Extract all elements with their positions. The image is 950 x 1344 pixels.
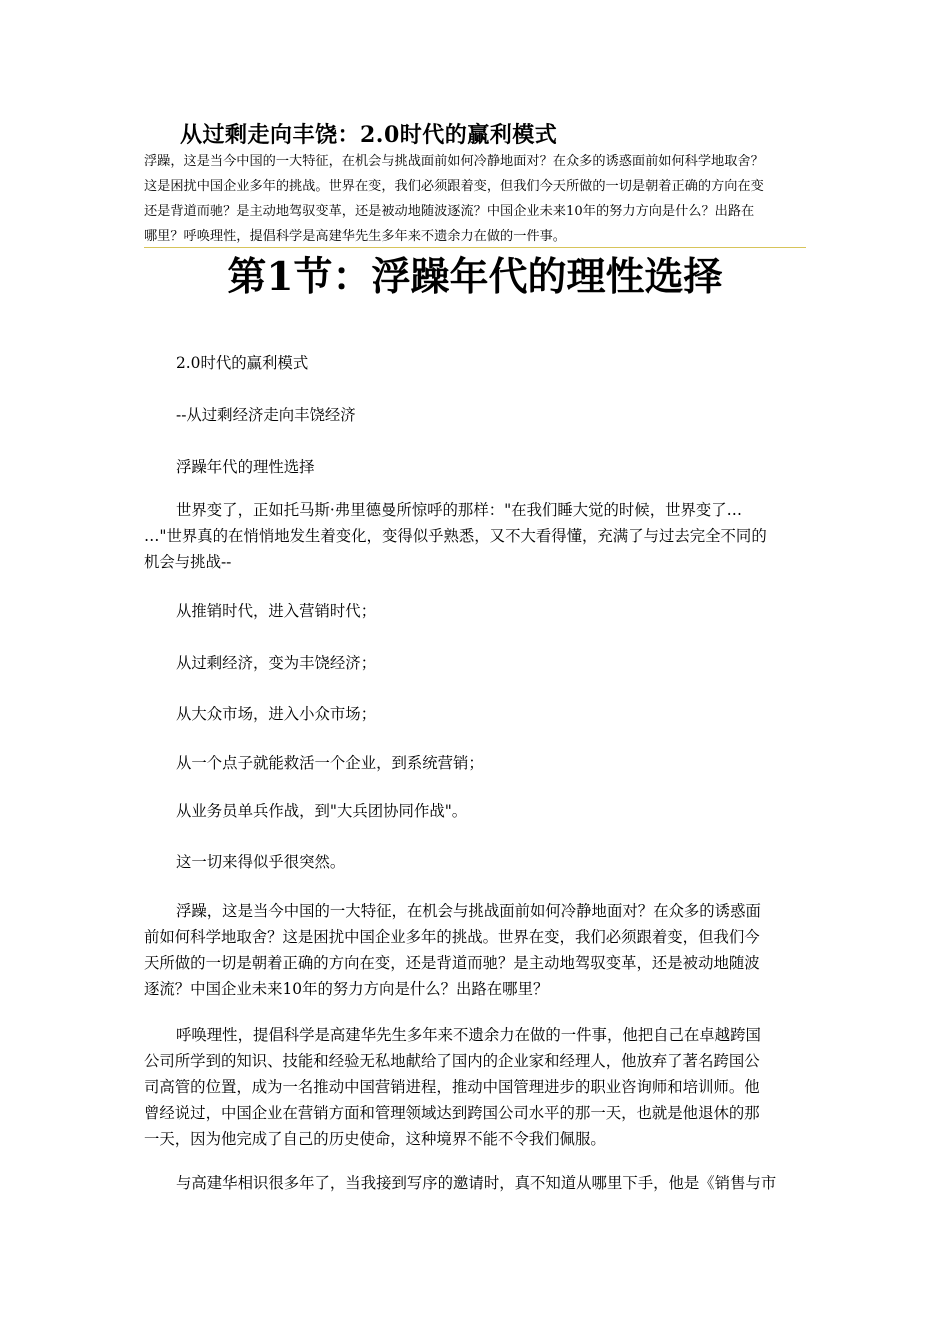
paragraph-line: 司高管的位置，成为一名推动中国营销进程，推动中国管理进步的职业咨询师和培训师。他 [144, 1078, 760, 1096]
paragraph-line: 从业务员单兵作战，到"大兵团协同作战"。 [176, 802, 468, 820]
paragraph [144, 898, 810, 1002]
paragraph-line: 与高建华相识很多年了，当我接到写序的邀请时，真不知道从哪里下手，他是《销售与市 [176, 1174, 777, 1192]
paragraph-line: 逐流？中国企业未来10年的努力方向是什么？出路在哪里？ [144, 980, 549, 998]
paragraph-line: 一天，因为他完成了自己的历史使命，这种境界不能不令我们佩服。 [144, 1130, 606, 1148]
paragraph-line: 呼唤理性，提倡科学是高建华先生多年来不遗余力在做的一件事，他把自己在卓越跨国 [176, 1026, 761, 1044]
paragraph-line: 从过剩经济，变为丰饶经济； [176, 654, 377, 672]
header-divider [144, 247, 806, 248]
paragraph [144, 701, 810, 727]
summary-line: 这是困扰中国企业多年的挑战。世界在变，我们必须跟着变，但我们今天所做的一切是朝着正确的方向在变 [144, 179, 764, 194]
summary-block [144, 149, 810, 249]
paragraph-line: 从推销时代，进入营销时代； [176, 602, 377, 620]
paragraph-line: 世界变了，正如托马斯·弗里德曼所惊呼的那样："在我们睡大觉的时候，世界变了… [176, 501, 743, 519]
paragraph [144, 1170, 810, 1196]
summary-line: 浮躁，这是当今中国的一大特征，在机会与挑战面前如何冷静地面对？在众多的诱惑面前如何科学地取舍？ [144, 154, 764, 169]
paragraph-line: 从大众市场，进入小众市场； [176, 705, 377, 723]
paragraph-line: 浮躁年代的理性选择 [176, 458, 315, 476]
paragraph [144, 598, 810, 624]
paragraph-line: 2.0时代的赢利模式 [176, 354, 309, 372]
paragraph [144, 798, 810, 824]
paragraph [144, 1022, 810, 1152]
paragraph [144, 750, 810, 776]
paragraph [144, 454, 810, 480]
paragraph-line: 从一个点子就能救活一个企业，到系统营销； [176, 754, 484, 772]
paragraph [144, 497, 810, 575]
summary-line: 哪里？呼唤理性，提倡科学是高建华先生多年来不遗余力在做的一件事。 [144, 229, 566, 244]
paragraph-line: 机会与挑战-- [144, 553, 232, 571]
paragraph-line: 公司所学到的知识、技能和经验无私地献给了国内的企业家和经理人，他放弃了著名跨国公 [144, 1052, 760, 1070]
paragraph-line: 这一切来得似乎很突然。 [176, 853, 346, 871]
paragraph [144, 402, 810, 428]
section-heading: 第1节：浮躁年代的理性选择 [227, 254, 723, 300]
paragraph [144, 849, 810, 875]
summary-line: 还是背道而驰？是主动地驾驭变革，还是被动地随波逐流？中国企业未来10年的努力方向是什么？出路在 [144, 204, 755, 219]
paragraph-line: 前如何科学地取舍？这是困扰中国企业多年的挑战。世界在变，我们必须跟着变，但我们今 [144, 928, 760, 946]
paragraph-line: 浮躁，这是当今中国的一大特征，在机会与挑战面前如何冷静地面对？在众多的诱惑面 [176, 902, 761, 920]
paragraph-line: 天所做的一切是朝着正确的方向在变，还是背道而驰？是主动地驾驭变革，还是被动地随波 [144, 954, 760, 972]
paragraph-line: 曾经说过，中国企业在营销方面和管理领域达到跨国公司水平的那一天，也就是他退休的那 [144, 1104, 760, 1122]
document-title: 从过剩走向丰饶：2.0时代的赢利模式 [180, 122, 558, 148]
paragraph-line: --从过剩经济走向丰饶经济 [176, 406, 356, 424]
paragraph [144, 650, 810, 676]
paragraph [144, 350, 810, 376]
paragraph-line: …"世界真的在悄悄地发生着变化，变得似乎熟悉，又不大看得懂，充满了与过去完全不同的 [144, 527, 767, 545]
